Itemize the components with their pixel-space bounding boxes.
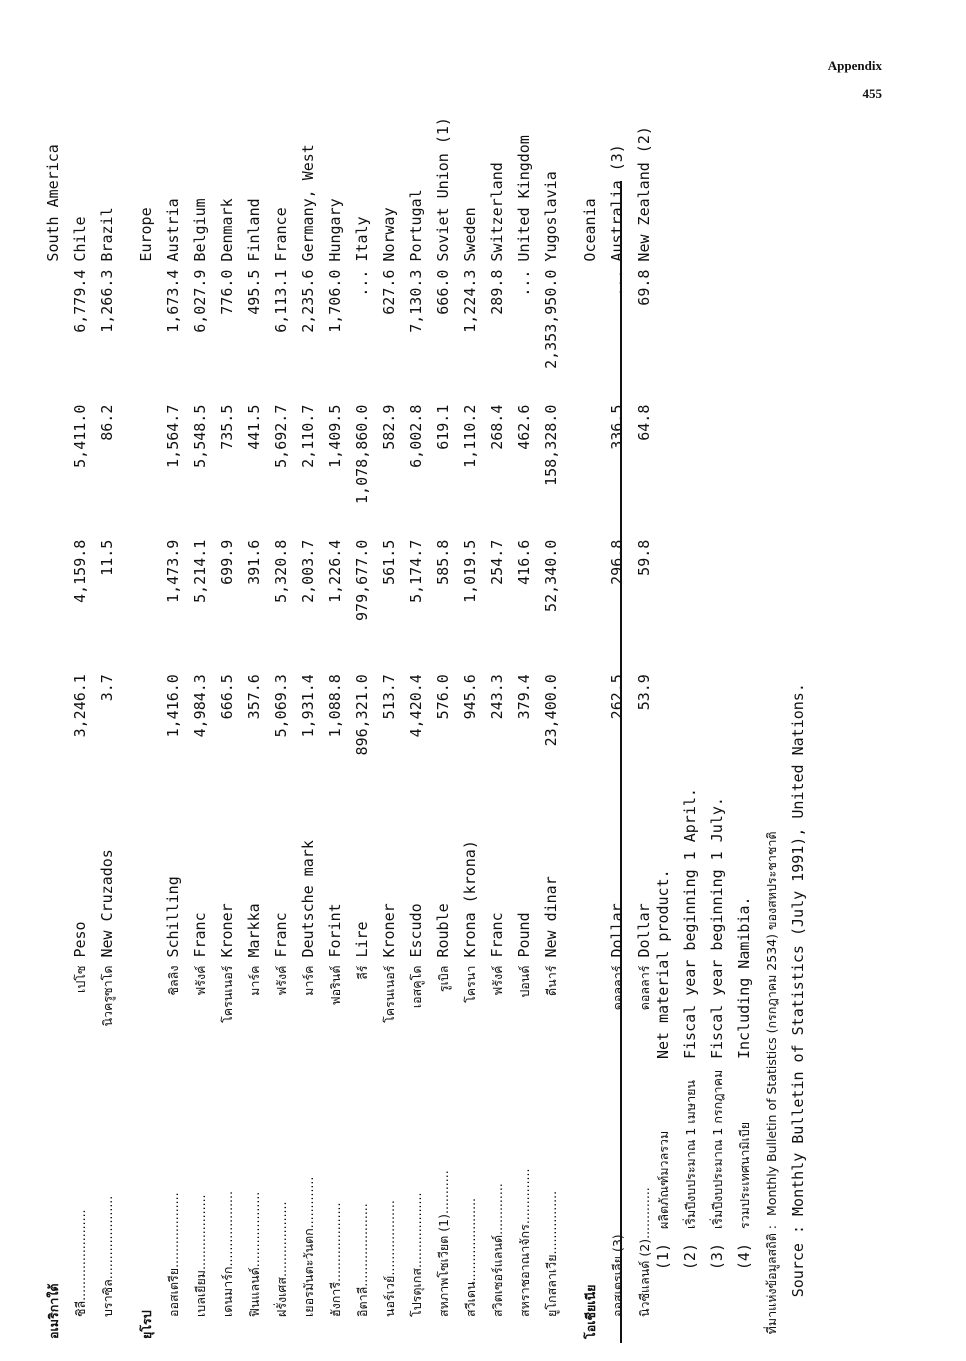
value-cell: ... bbox=[353, 269, 371, 297]
value-cell: 52,340.0 bbox=[542, 539, 560, 612]
footnote-number: (2) bbox=[681, 1243, 699, 1271]
table-row bbox=[295, 61, 322, 1343]
country-name-english: Yugoslavia bbox=[542, 171, 560, 262]
country-name-english: Soviet Union (1) bbox=[434, 117, 452, 262]
country-name-thai: ชิลี....................... bbox=[73, 1209, 88, 1317]
country-name-thai: นิวซีแลนด์ (2)............. bbox=[637, 1187, 652, 1317]
value-cell: 699.9 bbox=[218, 539, 236, 585]
value-cell: 1,019.5 bbox=[461, 539, 479, 603]
country-name-english: Finland bbox=[245, 198, 263, 262]
country-name-thai: เดนมาร์ก................... bbox=[220, 1191, 235, 1317]
country-name-thai: สหภาพโซเวียต (1)........... bbox=[436, 1170, 451, 1317]
statistics-table bbox=[40, 61, 658, 1343]
source-english-text: Monthly Bulletin of Statistics (July 1991), United Nations. bbox=[789, 683, 807, 1216]
country-name-thai: บราซิล..................... bbox=[100, 1195, 115, 1317]
currency-thai: เอสคูโด bbox=[409, 965, 424, 1009]
empty-cell bbox=[577, 401, 604, 536]
spacer-cell bbox=[121, 69, 133, 266]
table-row bbox=[376, 61, 403, 1343]
value-cell: 7,130.3 bbox=[407, 269, 425, 333]
value-cell: 5,214.1 bbox=[191, 539, 209, 603]
footnote-thai: เริ่มปีงบประมาณ 1 กรกฎาคม bbox=[710, 1069, 725, 1229]
spacer-cell bbox=[121, 1047, 133, 1343]
value-cell: 896,321.0 bbox=[353, 674, 371, 756]
currency-thai: โครนา bbox=[463, 965, 478, 1003]
country-name-english: Denmark bbox=[218, 198, 236, 262]
region-name-english: South America bbox=[44, 144, 62, 262]
value-cell: 289.8 bbox=[488, 269, 506, 315]
country-name-thai: สวีเดน..................... bbox=[463, 1197, 478, 1317]
value-cell: 2,003.7 bbox=[299, 539, 317, 603]
value-cell: 576.0 bbox=[434, 674, 452, 720]
currency-english: Deutsche mark bbox=[299, 840, 317, 958]
value-cell: 416.6 bbox=[515, 539, 533, 585]
currency-english: Markka bbox=[245, 903, 263, 958]
value-cell: 1,088.8 bbox=[326, 674, 344, 738]
empty-cell bbox=[40, 401, 67, 536]
country-name-thai: ออสเตรเลีย (3)............. bbox=[610, 1182, 625, 1317]
footnote-item bbox=[677, 683, 704, 1343]
country-name-english: United Kingdom bbox=[515, 135, 533, 262]
table-row bbox=[214, 61, 241, 1343]
currency-english: Dollar bbox=[635, 903, 653, 958]
empty-cell bbox=[577, 670, 604, 804]
table-row bbox=[349, 61, 376, 1343]
footnote-english: Fiscal year beginning 1 April. bbox=[681, 788, 699, 1059]
value-cell: 86.2 bbox=[98, 404, 116, 441]
value-cell: 64.8 bbox=[635, 404, 653, 441]
region-row bbox=[577, 61, 604, 1343]
value-cell: 5,069.3 bbox=[272, 674, 290, 738]
empty-cell bbox=[577, 962, 604, 1047]
currency-thai: รูเบิล bbox=[436, 965, 451, 993]
country-name-thai: ฝรั่งเศส................... bbox=[274, 1201, 289, 1317]
value-cell: 357.6 bbox=[245, 674, 263, 720]
rotated-page-content bbox=[0, 61, 930, 1361]
currency-thai: ดีนาร์ bbox=[544, 965, 559, 996]
country-name-english: Australia (3) bbox=[608, 144, 626, 262]
footnote-english: Including Namibia. bbox=[735, 896, 753, 1059]
currency-thai: ฟอรินต์ bbox=[328, 965, 343, 1006]
value-cell: 3.7 bbox=[98, 674, 116, 702]
currency-thai: ชิลลิง bbox=[166, 965, 181, 996]
value-cell: 59.8 bbox=[635, 539, 653, 576]
value-cell: 441.5 bbox=[245, 404, 263, 450]
footnote-item bbox=[650, 683, 677, 1343]
value-cell: ... bbox=[608, 269, 626, 297]
spacer-cell bbox=[565, 401, 577, 536]
value-cell: 1,226.4 bbox=[326, 539, 344, 603]
currency-thai: เปโซ bbox=[73, 965, 88, 993]
currency-english: Dollar bbox=[608, 903, 626, 958]
spacer-row bbox=[121, 61, 133, 1343]
spacer-cell bbox=[121, 805, 133, 962]
value-cell: 2,353,950.0 bbox=[542, 269, 560, 369]
footnote-english: Fiscal year beginning 1 July. bbox=[708, 797, 726, 1059]
value-cell: 1,409.5 bbox=[326, 404, 344, 468]
table-row bbox=[538, 61, 565, 1343]
value-cell: ... bbox=[515, 269, 533, 297]
currency-thai: มาร์ค bbox=[247, 965, 262, 996]
value-cell: 2,235.6 bbox=[299, 269, 317, 333]
value-cell: 462.6 bbox=[515, 404, 533, 450]
source-thai-label: ที่มาแห่งข้อมูลสถิติ : bbox=[764, 1225, 779, 1335]
country-name-english: Portugal bbox=[407, 189, 425, 262]
country-name-english: Italy bbox=[353, 216, 371, 262]
value-cell: 5,411.0 bbox=[71, 404, 89, 468]
value-cell: 6,113.1 bbox=[272, 269, 290, 333]
value-cell: 1,673.4 bbox=[164, 269, 182, 333]
currency-english: New dinar bbox=[542, 876, 560, 958]
value-cell: 11.5 bbox=[98, 539, 116, 576]
country-name-thai: นอร์เวย์................... bbox=[382, 1200, 397, 1317]
value-cell: 268.4 bbox=[488, 404, 506, 450]
value-cell: 3,246.1 bbox=[71, 674, 89, 738]
value-cell: 379.4 bbox=[515, 674, 533, 720]
country-name-english: Switzerland bbox=[488, 162, 506, 262]
table-row bbox=[322, 61, 349, 1343]
value-cell: 582.9 bbox=[380, 404, 398, 450]
currency-english: Lire bbox=[353, 921, 371, 958]
table-row bbox=[268, 61, 295, 1343]
source-thai-text: Monthly Bulletin of Statistics (กรกฎาคม 2534) ของสหประชาชาติ bbox=[764, 831, 779, 1216]
table-row bbox=[403, 61, 430, 1343]
empty-cell bbox=[133, 266, 160, 401]
empty-cell bbox=[577, 805, 604, 962]
spacer-cell bbox=[565, 69, 577, 266]
currency-english: New Cruzados bbox=[98, 849, 116, 958]
empty-cell bbox=[133, 401, 160, 536]
empty-cell bbox=[133, 536, 160, 670]
country-name-english: Belgium bbox=[191, 198, 209, 262]
currency-thai: โครนเนอร์ bbox=[382, 965, 397, 1023]
country-name-english: Brazil bbox=[98, 207, 116, 262]
region-name-thai: ยุโรป bbox=[139, 1310, 154, 1339]
currency-english: Escudo bbox=[407, 903, 425, 958]
value-cell: 6,002.8 bbox=[407, 404, 425, 468]
value-cell: 1,110.2 bbox=[461, 404, 479, 468]
region-name-thai: โอเชียเนีย bbox=[583, 1284, 598, 1339]
country-name-english: Germany, West bbox=[299, 144, 317, 262]
spacer-cell bbox=[121, 536, 133, 670]
table-row bbox=[94, 61, 121, 1343]
value-cell: 619.1 bbox=[434, 404, 452, 450]
page-number: 455 bbox=[862, 86, 882, 101]
value-cell: 6,779.4 bbox=[71, 269, 89, 333]
value-cell: 666.0 bbox=[434, 269, 452, 315]
spacer-cell bbox=[565, 805, 577, 962]
source-thai bbox=[758, 683, 785, 1343]
value-cell: 243.3 bbox=[488, 674, 506, 720]
country-name-english: France bbox=[272, 207, 290, 262]
value-cell: 1,931.4 bbox=[299, 674, 317, 738]
currency-thai: มาร์ค bbox=[301, 965, 316, 996]
country-name-thai: ฮังการี.................... bbox=[328, 1202, 343, 1317]
value-cell: 23,400.0 bbox=[542, 674, 560, 747]
footnote-item bbox=[731, 683, 758, 1343]
footnote-thai: รวมประเทศนามิเบีย bbox=[737, 1121, 752, 1229]
currency-thai: ปอนด์ bbox=[517, 965, 532, 998]
spacer-cell bbox=[565, 536, 577, 670]
value-cell: 1,078,860.0 bbox=[353, 404, 371, 504]
value-cell: 513.7 bbox=[380, 674, 398, 720]
empty-cell bbox=[40, 266, 67, 401]
table-row bbox=[430, 61, 457, 1343]
value-cell: 336.5 bbox=[608, 404, 626, 450]
currency-english: Franc bbox=[191, 912, 209, 958]
country-name-thai: ยูโกสลาเวีย................ bbox=[544, 1190, 559, 1317]
country-name-english: Sweden bbox=[461, 207, 479, 262]
source-english bbox=[785, 683, 812, 1343]
empty-cell bbox=[133, 670, 160, 804]
country-name-english: Norway bbox=[380, 207, 398, 262]
region-row bbox=[133, 61, 160, 1343]
footnote-thai: ผลิตภัณฑ์มวลรวม bbox=[656, 1130, 671, 1229]
table-row bbox=[241, 61, 268, 1343]
country-name-thai: ออสเตรีย................... bbox=[166, 1192, 181, 1317]
value-cell: 5,174.7 bbox=[407, 539, 425, 603]
footnote-divider bbox=[620, 181, 622, 1343]
empty-cell bbox=[133, 962, 160, 1047]
region-name-thai: อเมริกาใต้ bbox=[46, 1283, 61, 1339]
currency-english: Franc bbox=[272, 912, 290, 958]
value-cell: 495.5 bbox=[245, 269, 263, 315]
value-cell: 1,706.0 bbox=[326, 269, 344, 333]
spacer-cell bbox=[565, 266, 577, 401]
empty-cell bbox=[577, 536, 604, 670]
empty-cell bbox=[40, 962, 67, 1047]
spacer-cell bbox=[121, 61, 133, 69]
currency-english: Schilling bbox=[164, 876, 182, 958]
footnote-thai: เริ่มปีงบประมาณ 1 เมษายน bbox=[683, 1080, 698, 1229]
currency-thai: ดอลลาร์ bbox=[637, 965, 652, 1011]
spacer-cell bbox=[121, 401, 133, 536]
country-name-english: New Zealand (2) bbox=[635, 126, 653, 262]
currency-english: Krona (krona) bbox=[461, 840, 479, 958]
value-cell: 5,692.7 bbox=[272, 404, 290, 468]
source-english-label: Source : bbox=[789, 1225, 807, 1298]
value-cell: 4,159.8 bbox=[71, 539, 89, 603]
footnotes bbox=[650, 683, 812, 1343]
empty-cell bbox=[40, 536, 67, 670]
value-cell: 1,473.9 bbox=[164, 539, 182, 603]
value-cell: 666.5 bbox=[218, 674, 236, 720]
table-row bbox=[457, 61, 484, 1343]
country-name-english: Chile bbox=[71, 216, 89, 262]
empty-cell bbox=[40, 805, 67, 962]
country-name-thai: เยอรมันตะวันตก............. bbox=[301, 1176, 316, 1317]
country-name-thai: สหราชอาณาจักร.............. bbox=[517, 1168, 532, 1317]
table-row bbox=[67, 61, 94, 1343]
value-cell: 391.6 bbox=[245, 539, 263, 585]
value-cell: 1,266.3 bbox=[98, 269, 116, 333]
region-row bbox=[40, 61, 67, 1343]
footnote-number: (4) bbox=[735, 1243, 753, 1271]
empty-cell bbox=[133, 805, 160, 962]
country-name-english: Hungary bbox=[326, 198, 344, 262]
value-cell: 4,984.3 bbox=[191, 674, 209, 738]
spacer-cell bbox=[121, 962, 133, 1047]
region-name-english: Oceania bbox=[581, 198, 599, 262]
spacer-cell bbox=[121, 670, 133, 804]
spacer-cell bbox=[565, 61, 577, 69]
value-cell: 158,328.0 bbox=[542, 404, 560, 486]
country-name-thai: สวิตเซอร์แลนด์............. bbox=[490, 1183, 505, 1317]
value-cell: 945.6 bbox=[461, 674, 479, 720]
currency-english: Kroner bbox=[218, 903, 236, 958]
table-row bbox=[187, 61, 214, 1343]
value-cell: 1,564.7 bbox=[164, 404, 182, 468]
country-name-thai: ฟินแลนด์................... bbox=[247, 1191, 262, 1317]
value-cell: 1,224.3 bbox=[461, 269, 479, 333]
empty-cell bbox=[40, 670, 67, 804]
currency-english: Pound bbox=[515, 912, 533, 958]
value-cell: 262.5 bbox=[608, 674, 626, 720]
country-name-thai: โปรตุเกส................... bbox=[409, 1192, 424, 1317]
currency-thai: ฟรังค์ bbox=[274, 965, 289, 996]
footnote-number: (1) bbox=[654, 1243, 672, 1271]
currency-thai: ดอลลาร์ bbox=[610, 965, 625, 1011]
value-cell: 254.7 bbox=[488, 539, 506, 585]
value-cell: 979,677.0 bbox=[353, 539, 371, 621]
value-cell: 1,416.0 bbox=[164, 674, 182, 738]
footnote-english: Net material product. bbox=[654, 869, 672, 1059]
value-cell: 4,420.4 bbox=[407, 674, 425, 738]
currency-english: Franc bbox=[488, 912, 506, 958]
value-cell: 5,320.8 bbox=[272, 539, 290, 603]
value-cell: 69.8 bbox=[635, 269, 653, 306]
value-cell: 53.9 bbox=[635, 674, 653, 711]
currency-thai: โครนเนอร์ bbox=[220, 965, 235, 1023]
currency-thai: นิวครูซาโด bbox=[100, 965, 115, 1027]
value-cell: 561.5 bbox=[380, 539, 398, 585]
currency-english: Peso bbox=[71, 921, 89, 958]
currency-english: Rouble bbox=[434, 903, 452, 958]
table-row bbox=[604, 61, 631, 1343]
table-row bbox=[511, 61, 538, 1343]
value-cell: 5,548.5 bbox=[191, 404, 209, 468]
value-cell: 2,110.7 bbox=[299, 404, 317, 468]
country-name-thai: เบลเยียม................... bbox=[193, 1194, 208, 1317]
value-cell: 627.6 bbox=[380, 269, 398, 315]
footnote-number: (3) bbox=[708, 1243, 726, 1271]
currency-english: Kroner bbox=[380, 903, 398, 958]
value-cell: 776.0 bbox=[218, 269, 236, 315]
currency-thai: ลีร์ bbox=[355, 965, 370, 980]
spacer-cell bbox=[565, 670, 577, 804]
value-cell: 296.8 bbox=[608, 539, 626, 585]
region-name-english: Europe bbox=[137, 207, 155, 262]
currency-thai: ฟรังค์ bbox=[490, 965, 505, 996]
value-cell: 6,027.9 bbox=[191, 269, 209, 333]
country-name-thai: อิตาลี..................... bbox=[355, 1203, 370, 1317]
spacer-row bbox=[565, 61, 577, 1343]
spacer-cell bbox=[121, 266, 133, 401]
table-row bbox=[484, 61, 511, 1343]
spacer-cell bbox=[565, 1047, 577, 1343]
table-row bbox=[160, 61, 187, 1343]
currency-thai: ฟรังค์ bbox=[193, 965, 208, 996]
value-cell: 585.8 bbox=[434, 539, 452, 585]
section-label: Appendix bbox=[827, 58, 882, 73]
value-cell: 735.5 bbox=[218, 404, 236, 450]
country-name-english: Austria bbox=[164, 198, 182, 262]
spacer-cell bbox=[565, 962, 577, 1047]
currency-english: Forint bbox=[326, 903, 344, 958]
empty-cell bbox=[577, 266, 604, 401]
footnote-item bbox=[704, 683, 731, 1343]
